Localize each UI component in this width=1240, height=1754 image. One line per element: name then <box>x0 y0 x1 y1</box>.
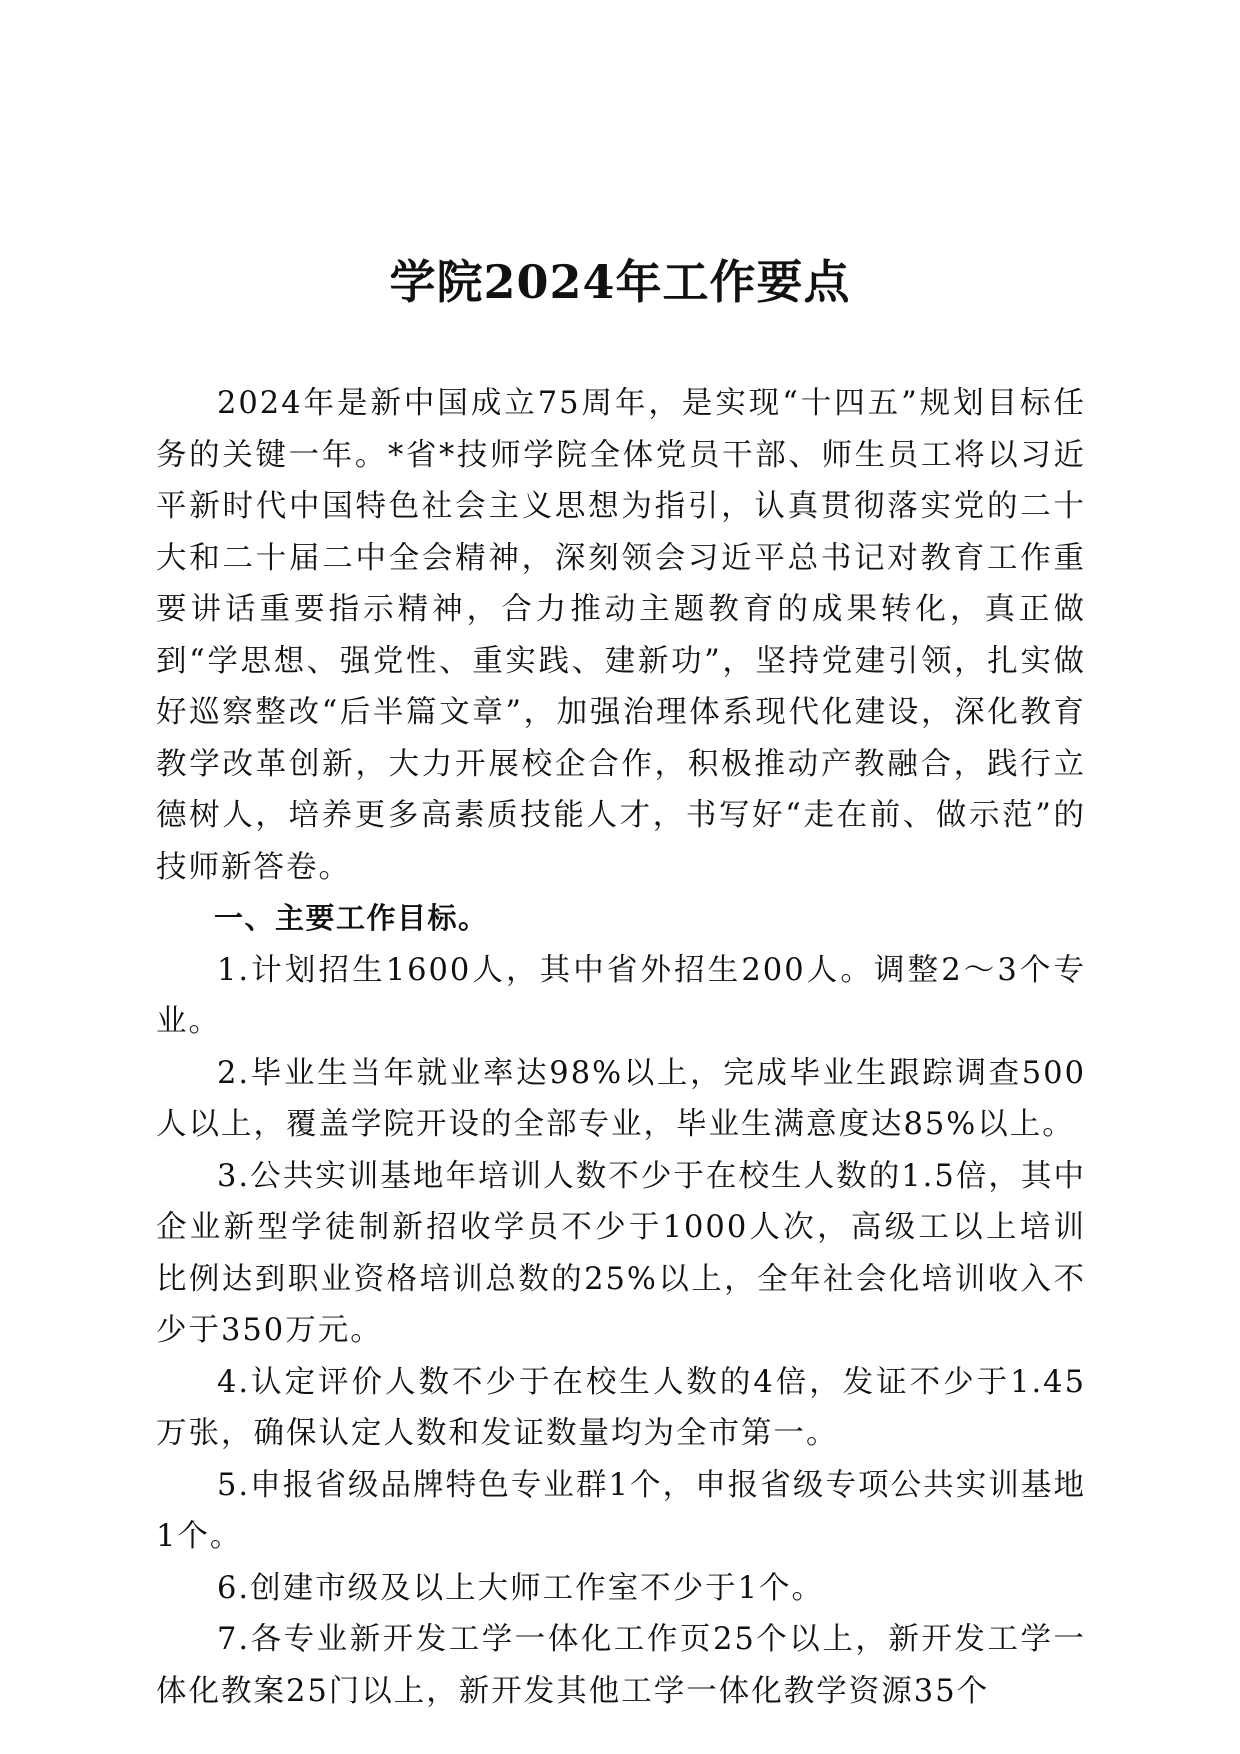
goal-item: 4.认定评价人数不少于在校生人数的4倍，发证不少于1.45万张，确保认定人数和发证数量均为全市第一。 <box>156 1364 1086 1451</box>
document-title: 学院2024年工作要点 <box>389 255 851 309</box>
goal-item: 7.各专业新开发工学一体化工作页25个以上，新开发工学一体化教案25门以上，新开发其他工学一体化教学资源35个 <box>156 1622 1086 1709</box>
goal-item: 1.计划招生1600人，其中省外招生200人。调整2～3个专业。 <box>156 952 1086 1039</box>
goal-item: 2.毕业生当年就业率达98%以上，完成毕业生跟踪调查500人以上，覆盖学院开设的全部专业，毕业生满意度达85%以上。 <box>156 1055 1086 1142</box>
document-body <box>156 378 1086 1717</box>
intro-paragraph: 2024年是新中国成立75周年，是实现“十四五”规划目标任务的关键一年。*省*技师学院全体党员干部、师生员工将以习近平新时代中国特色社会主义思想为指引，认真贯彻落实党的二十大和二十届二中全会精神，深刻领会习近平总书记对教育工作重要讲话重要指示精神，合力推动主题教育的成果转化，真正做到“学思想、强党性、重实践、建新功”，坚持党建引领，扎实做好巡察整改“后半篇文章”，加强治理体系现代化建设，深化教育教学改革创新，大力开展校企合作，积极推动产教融合，践行立德树人，培养更多高素质技能人才，书写好“走在前、做示范”的技师新答卷。 <box>156 386 1086 885</box>
goal-item: 5.申报省级品牌特色专业群1个，申报省级专项公共实训基地1个。 <box>156 1467 1086 1554</box>
goal-item: 3.公共实训基地年培训人数不少于在校生人数的1.5倍，其中企业新型学徒制新招收学员不少于1000人次，高级工以上培训比例达到职业资格培训总数的25%以上，全年社会化培训收入不少于350万元。 <box>156 1158 1086 1348</box>
section-heading: 一、主要工作目标。 <box>214 901 489 935</box>
goal-item: 6.创建市级及以上大师工作室不少于1个。 <box>217 1570 825 1606</box>
